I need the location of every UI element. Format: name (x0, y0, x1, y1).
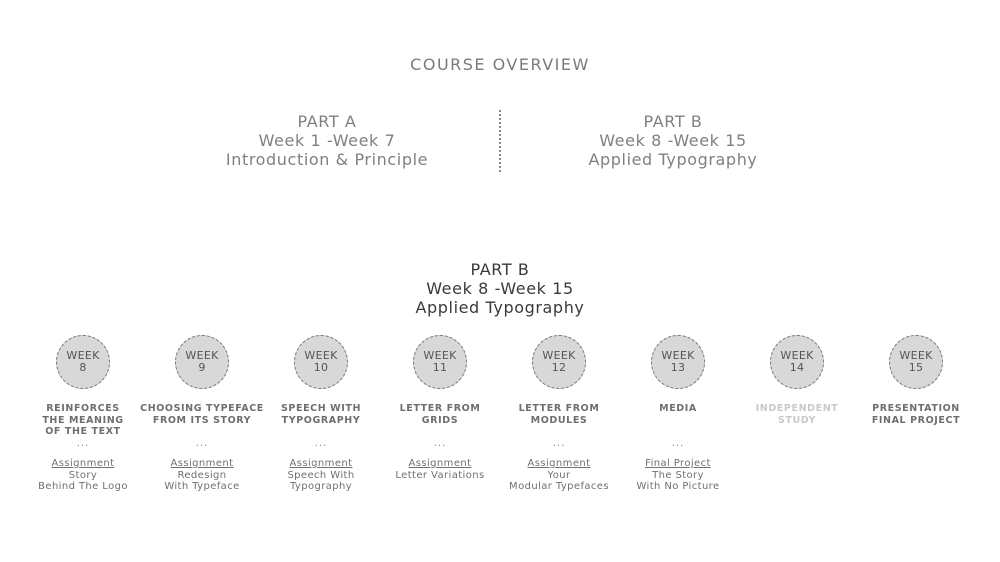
assignment-line: The Story (652, 469, 704, 481)
part-b-block (523, 112, 823, 169)
assignment-link[interactable]: Assignment (170, 458, 234, 469)
week-label: WEEK (899, 349, 933, 362)
part-b-label: PART B (643, 112, 703, 131)
week-badge (532, 335, 586, 389)
week-topic (732, 403, 862, 439)
part-a-weeks: Week 1 -Week 7 (258, 131, 396, 150)
assignment-line: With No Picture (636, 481, 720, 492)
topic-line: LETTER FROM (518, 403, 600, 414)
topic-line: FROM ITS STORY (152, 414, 252, 426)
week-number: 14 (789, 361, 805, 374)
week-number: 8 (79, 361, 87, 374)
section-label: PART B (470, 260, 530, 279)
assignment-link[interactable]: Assignment (527, 458, 591, 469)
ellipsis: ... (433, 438, 447, 449)
week-badge (770, 335, 824, 389)
part-b-subtitle: Applied Typography (588, 150, 758, 169)
week-column (494, 335, 624, 493)
assignment-line: Letter Variations (395, 469, 485, 481)
assignment-line: Typography (289, 481, 353, 492)
part-a-block (177, 112, 477, 169)
assignment (494, 458, 624, 493)
week-topic (375, 403, 505, 439)
topic-line: SPEECH WITH (280, 403, 362, 414)
assignment-line: Speech With (287, 469, 355, 481)
week-label: WEEK (304, 349, 338, 362)
week-number: 11 (432, 361, 448, 374)
assignment-line: Story (68, 469, 98, 481)
week-topic (256, 403, 386, 439)
week-column (613, 335, 743, 493)
week-column (732, 335, 862, 439)
topic-line: OF THE TEXT (45, 426, 121, 437)
week-column (851, 335, 981, 439)
week-badge (294, 335, 348, 389)
week-column (137, 335, 267, 493)
assignment (613, 458, 743, 493)
week-topic (18, 403, 148, 439)
assignment-line: Your (547, 469, 571, 481)
week-number: 9 (198, 361, 206, 374)
topic-line: INDEPENDENT (755, 403, 839, 414)
topic-line: THE MEANING (42, 414, 124, 426)
week-column (18, 335, 148, 493)
assignment (375, 458, 505, 481)
section-heading (0, 260, 1000, 317)
week-column (375, 335, 505, 481)
section-subtitle: Applied Typography (415, 298, 585, 317)
assignment (18, 458, 148, 493)
topic-line: FINAL PROJECT (871, 414, 961, 426)
week-label: WEEK (185, 349, 219, 362)
topic-line: TYPOGRAPHY (281, 414, 361, 426)
assignment (256, 458, 386, 493)
topic-line: MEDIA (659, 403, 697, 414)
ellipsis: ... (195, 438, 209, 449)
week-label: WEEK (780, 349, 814, 362)
final-project-link[interactable]: Final Project (645, 458, 711, 469)
week-label: WEEK (66, 349, 100, 362)
week-badge (413, 335, 467, 389)
ellipsis: ... (314, 438, 328, 449)
week-badge (651, 335, 705, 389)
part-b-weeks: Week 8 -Week 15 (599, 131, 747, 150)
topic-line: STUDY (777, 414, 817, 426)
week-badge (56, 335, 110, 389)
part-a-subtitle: Introduction & Principle (225, 150, 429, 169)
week-topic (613, 403, 743, 439)
ellipsis: ... (76, 438, 90, 449)
topic-line: REINFORCES (46, 403, 120, 414)
week-number: 13 (670, 361, 686, 374)
assignment-link[interactable]: Assignment (408, 458, 472, 469)
assignment-line: Redesign (177, 469, 227, 481)
assignment-line: With Typeface (164, 481, 240, 492)
assignment-line: Behind The Logo (38, 481, 128, 492)
week-number: 10 (313, 361, 329, 374)
week-number: 15 (908, 361, 924, 374)
week-label: WEEK (661, 349, 695, 362)
part-divider (499, 110, 501, 172)
topic-line: MODULES (530, 414, 588, 426)
week-topic (851, 403, 981, 439)
section-weeks: Week 8 -Week 15 (426, 279, 574, 298)
topic-line: PRESENTATION (872, 403, 960, 414)
week-label: WEEK (423, 349, 457, 362)
assignment-link[interactable]: Assignment (289, 458, 353, 469)
assignment-link[interactable]: Assignment (51, 458, 115, 469)
week-column (256, 335, 386, 493)
week-number: 12 (551, 361, 567, 374)
topic-line: GRIDS (421, 414, 459, 426)
ellipsis: ... (552, 438, 566, 449)
week-badge (175, 335, 229, 389)
topic-line: CHOOSING TYPEFACE (140, 403, 264, 414)
topic-line: LETTER FROM (399, 403, 481, 414)
part-a-label: PART A (297, 112, 357, 131)
course-overview-title: COURSE OVERVIEW (410, 55, 590, 74)
week-topic (494, 403, 624, 439)
assignment (137, 458, 267, 493)
ellipsis: ... (671, 438, 685, 449)
week-topic (137, 403, 267, 439)
week-badge (889, 335, 943, 389)
assignment-line: Modular Typefaces (509, 481, 609, 492)
week-label: WEEK (542, 349, 576, 362)
